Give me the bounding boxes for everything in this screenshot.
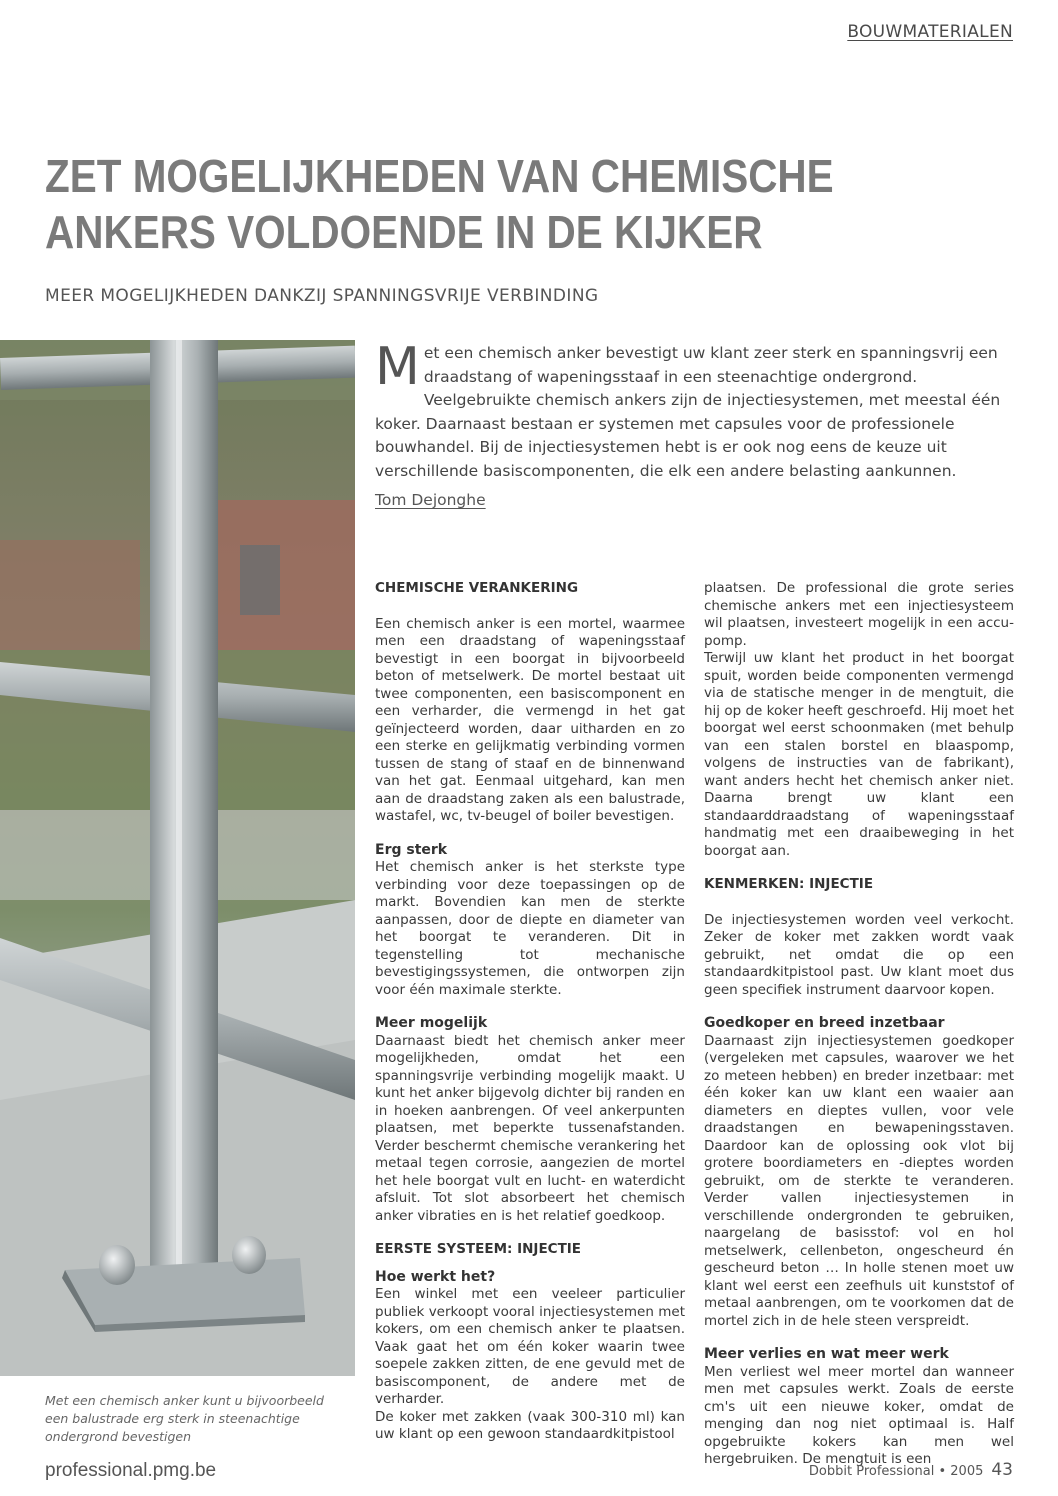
paragraph-plaatsen: plaatsen. De professional die grote series chemische ankers met een injectiesysteem wil plaatsen, investeert mogelijk in een accu-pomp. bbox=[704, 580, 1014, 649]
footer-website-link[interactable]: professional.pmg.be bbox=[45, 1460, 217, 1481]
paragraph-meer-verlies: Men verliest wel meer mortel dan wanneer men met capsules werkt. Zoals de eerste cm's uit een nieuwe koker, omdat de menging dan nog niet optimaal is. Half opgebruikte kokers kan men wel hergebruiken. De mengtuit is een bbox=[704, 1363, 1014, 1467]
paragraph-chemische-verankering: Een chemisch anker is een mortel, waarmee men een draadstang of wapeningsstaaf bevestigt in een boorgat in bijvoorbeeld beton of metselwerk. De mortel bestaat uit twee componenten, een basiscomponent en een verharder, die vermengd in het gat geïnjecteerd worden, daar uitharden en zo een sterke en gelijkmatig verbinding vormen tussen de stang of staaf en de binnenwand van het gat. Eenmaal uitgehard, kan men aan de draadstang zaken als een balustrade, wastafel, wc, tv-beugel of boiler bevestigen. bbox=[375, 615, 685, 824]
footer-publication bbox=[809, 1460, 1013, 1480]
lead-paragraph bbox=[375, 337, 1015, 483]
photo-caption: Met een chemisch anker kunt u bijvoorbeeld een balustrade erg sterk in steenachtige ondergrond bevestigen bbox=[45, 1393, 324, 1444]
article-column-1 bbox=[375, 580, 685, 1444]
paragraph-hoe-werkt-het-2: De koker met zakken (vaak 300-310 ml) kan uw klant op een gewoon standaardkitpistool bbox=[375, 1408, 685, 1442]
paragraph-hoe-werkt-het-1: Een winkel met een veeleer particulier publiek verkoopt vooral injectiesystemen met kokers, om een chemisch anker te plaatsen. Vaak gaat het om één koker waarin twee soepele zakken zitten, de ene gevuld met de basiscomponent, de andere met de verharder. bbox=[375, 1286, 685, 1407]
subheading-meer-mogelijk: Meer mogelijk bbox=[375, 1015, 488, 1031]
balustrade-photo bbox=[0, 340, 355, 1376]
author-byline[interactable]: Tom Dejonghe bbox=[375, 491, 486, 509]
paragraph-goedkoper: Daarnaast zijn injectiesystemen goedkoper (vergeleken met capsules, waarover we het zo meteen hebben) en breder inzetbaar: met één koker kan uw klant een waaier aan diameters en dieptes vullen, voor vele draadstangen en bewapeningsstaven. Daardoor kan de oplossing ook vlot bij grotere boordiameters en -dieptes worden gebruikt, om de sterkte te veranderen. Verder vallen injectiesystemen in verschillende ondergronden te gebruiken, naargelang de basisstof: vol en hol metselwerk, cellenbeton, ongescheurd én gescheurd beton … In holle stenen moet uw klant wel eerst een zeefhuls uit kunststof of metaal aanbrengen, om te voorkomen dat de mortel zich in de hele steen verspreidt. bbox=[704, 1032, 1014, 1329]
heading-kenmerken-injectie: KENMERKEN: INJECTIE bbox=[704, 876, 874, 892]
article-column-2 bbox=[704, 580, 1014, 1469]
paragraph-erg-sterk: Het chemisch anker is het sterkste type verbinding voor deze toepassingen op de markt. Bovendien kan men de sterkte aanpassen, door de diepte en diameter van het boorgat te veranderen. Dit in tegenstelling tot mechanische bevestigingssystemen, die ontworpen zijn voor één maximale sterkte. bbox=[375, 859, 685, 998]
headline bbox=[45, 148, 907, 260]
subheading-hoe-werkt-het: Hoe werkt het? bbox=[375, 1268, 496, 1285]
lead-text: et een chemisch anker bevestigt uw klant zeer sterk en spanningsvrij een draadstang of wapeningsstaaf in een steenachtige ondergrond. Veelgebruikte chemisch ankers zijn de injectiesystemen, met meestal één koker. Daarnaast bestaan er systemen met capsules voor de professionele bouwhandel. Bij de injectiesystemen hebt is er ook nog eens de keuze uit verschillende basiscomponenten, die elk een andere belasting aankunnen. bbox=[375, 344, 1001, 480]
paragraph-terwijl: Terwijl uw klant het product in het boorgat spuit, worden beide componenten vermengd via de statische menger in de mengtuit, die hij op de koker heeft geschroefd. Hij moet het boorgat wel eerst schoonmaken (met behulp van een stalen borstel en blaaspomp, volgens de instructies van de fabrikant), want anders hecht het chemisch anker niet. Daarna brengt uw klant een standaarddraadstang of wapeningsstaaf handmatig met een draaibeweging in het boorgat aan. bbox=[704, 650, 1014, 859]
headline-line-1: ZET MOGELIJKHEDEN VAN CHEMISCHE bbox=[45, 150, 834, 202]
subheading-goedkoper: Goedkoper en breed inzetbaar bbox=[704, 1015, 945, 1031]
dropcap: M bbox=[375, 337, 420, 397]
publication-name: Dobbit Professional • 2005 bbox=[808, 1464, 984, 1479]
heading-eerste-systeem: EERSTE SYSTEEM: INJECTIE bbox=[375, 1241, 582, 1257]
subheading-erg-sterk: Erg sterk bbox=[375, 841, 448, 858]
subheading-meer-verlies: Meer verlies en wat meer werk bbox=[704, 1346, 949, 1362]
subheadline: MEER MOGELIJKHEDEN DANKZIJ SPANNINGSVRIJE VERBINDING bbox=[45, 286, 599, 306]
headline-line-2: ANKERS VOLDOENDE IN DE KIJKER bbox=[45, 206, 763, 258]
paragraph-meer-mogelijk: Daarnaast biedt het chemisch anker meer mogelijkheden, omdat het een spanningsvrije verbinding mogelijk maakt. U kunt het anker bijgevolg dichter bij randen en in hoeken aanbrengen. Of veel ankerpunten plaatsen, met beperkte tussenafstanden. Verder beschermt chemische verankering het metaal tegen corrosie, aangezien de mortel het hele boorgat vult en lucht- en waterdicht afsluit. Tot slot absorbeert het chemisch anker vibraties en is het relatief goedkoop. bbox=[375, 1032, 685, 1224]
page-number: 43 bbox=[991, 1460, 1013, 1480]
paragraph-kenmerken: De injectiesystemen worden veel verkocht. Zeker de koker met zakken wordt vaak gebruikt, net omdat die op een standaardkitpistool past. Uw klant moet dus geen specifiek instrument daarvoor kopen. bbox=[704, 911, 1014, 998]
heading-chemische-verankering: CHEMISCHE VERANKERING bbox=[375, 580, 579, 596]
section-tag: BOUWMATERIALEN bbox=[847, 22, 1013, 42]
